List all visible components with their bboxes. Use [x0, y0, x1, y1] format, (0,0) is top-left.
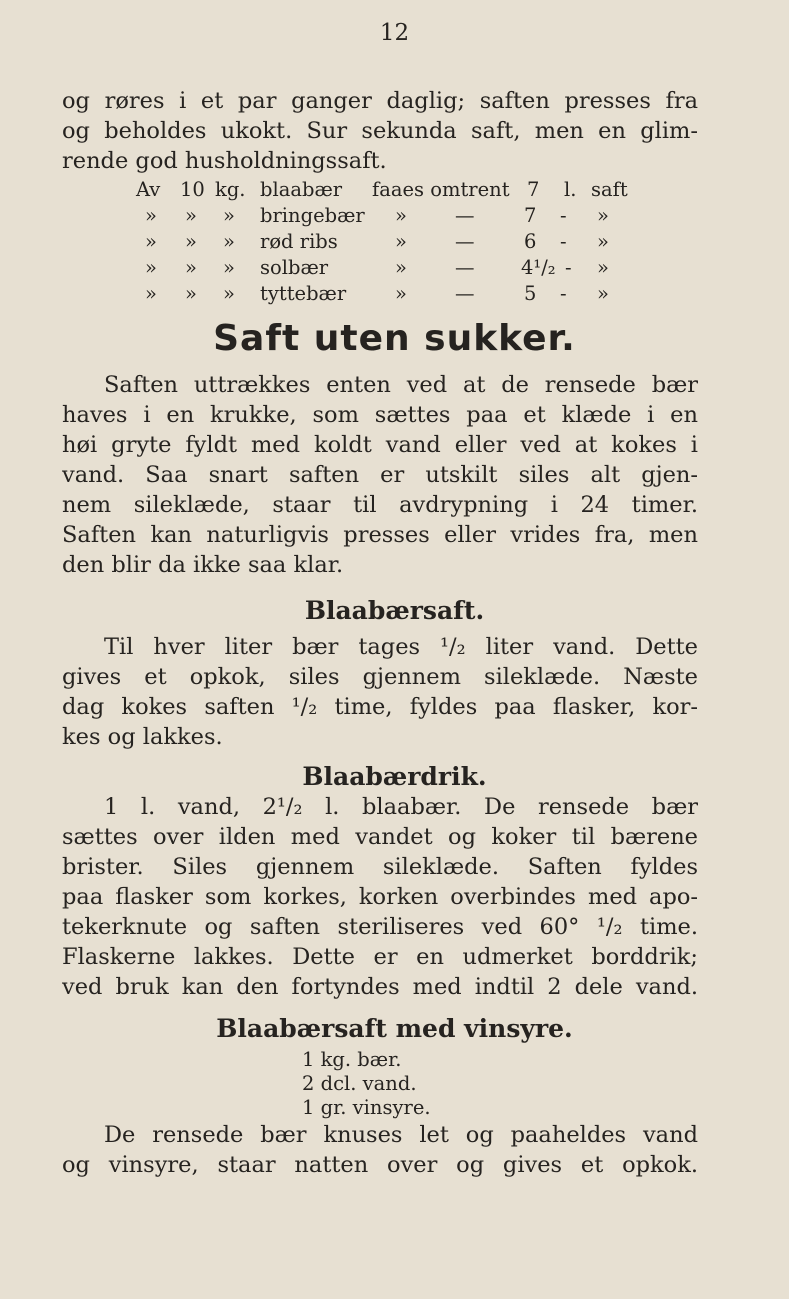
ingredient-line: 1 kg. bær.: [302, 1048, 402, 1071]
berry-name: rød ribs: [260, 230, 338, 253]
yield-row-tyttebaer: » » » tyttebær » — 5 - »: [145, 282, 609, 305]
section-heading: Saft uten sukker.: [213, 318, 576, 359]
paragraph-line: den blir da ikke saa klar.: [62, 552, 344, 578]
berry-name: solbær: [260, 256, 329, 279]
paragraph-line: De rensede bær knuses let og paaheldes vand: [104, 1122, 698, 1148]
paragraph-line: paa flasker som korkes, korken overbindes med apo-: [62, 884, 698, 910]
yield-amount: 5: [524, 282, 537, 305]
paragraph-line: høi gryte fyldt med koldt vand eller ved at kokes i: [62, 432, 698, 458]
intro-line: rende god husholdningssaft.: [62, 148, 387, 174]
yield-row-blaabaer: Av 10 kg. blaabær faaes omtrent 7 l. saft: [136, 178, 628, 201]
yield-row-solbaer: » » » solbær » — 4¹/₂ - »: [145, 256, 609, 279]
paragraph-line: Til hver liter bær tages ¹/₂ liter vand. Dette: [104, 634, 698, 660]
ingredient-line: 2 dcl. vand.: [302, 1072, 417, 1095]
paragraph-line: gives et opkok, siles gjennem sileklæde. Næste: [62, 664, 698, 690]
paragraph-line: 1 l. vand, 2¹/₂ l. blaabær. De rensede bær: [104, 794, 698, 820]
paragraph-line: og vinsyre, staar natten over og gives et opkok.: [62, 1152, 698, 1178]
berry-name: tyttebær: [260, 282, 347, 305]
paragraph-line: haves i en krukke, som sættes paa et klæde i en: [62, 402, 698, 428]
paragraph-line: Saften kan naturligvis presses eller vrides fra, men: [62, 522, 698, 548]
section-heading: Blaabærsaft med vinsyre.: [216, 1014, 573, 1043]
berry-name: blaabær: [260, 178, 343, 201]
page-number: 12: [379, 20, 410, 46]
paragraph-line: brister. Siles gjennem sileklæde. Saften fyldes: [62, 854, 698, 880]
yield-amount: 7: [527, 178, 540, 201]
yield-amount: 6: [524, 230, 537, 253]
yield-row-bringebaer: » » » bringebær » — 7 - »: [145, 204, 609, 227]
section-heading: Blaabærsaft.: [304, 596, 485, 625]
paragraph-line: ved bruk kan den fortyndes med indtil 2 dele vand.: [62, 974, 698, 1000]
intro-line: og beholdes ukokt. Sur sekunda saft, men en glim-: [62, 118, 698, 144]
section-heading: Blaabærdrik.: [302, 762, 487, 791]
paragraph-line: dag kokes saften ¹/₂ time, fyldes paa flasker, kor-: [62, 694, 698, 720]
paragraph-line: nem sileklæde, staar til avdrypning i 24 timer.: [62, 492, 698, 518]
paragraph-line: sættes over ilden med vandet og koker til bærene: [62, 824, 698, 850]
paragraph-line: Flaskerne lakkes. Dette er en udmerket borddrik;: [62, 944, 698, 970]
yield-amount: 7: [524, 204, 537, 227]
paragraph-line: kes og lakkes.: [62, 724, 223, 750]
paragraph-line: tekerknute og saften steriliseres ved 60° ¹/₂ time.: [62, 914, 698, 940]
berry-name: bringebær: [260, 204, 365, 227]
ingredient-line: 1 gr. vinsyre.: [302, 1096, 431, 1119]
intro-line: og røres i et par ganger daglig; saften presses fra: [62, 88, 698, 114]
yield-row-rod-ribs: » » » rød ribs » — 6 - »: [145, 230, 609, 253]
paragraph-line: vand. Saa snart saften er utskilt siles alt gjen-: [62, 462, 698, 488]
paragraph-line: Saften uttrækkes enten ved at de rensede bær: [104, 372, 698, 398]
yield-amount: 4¹/₂: [521, 256, 556, 279]
